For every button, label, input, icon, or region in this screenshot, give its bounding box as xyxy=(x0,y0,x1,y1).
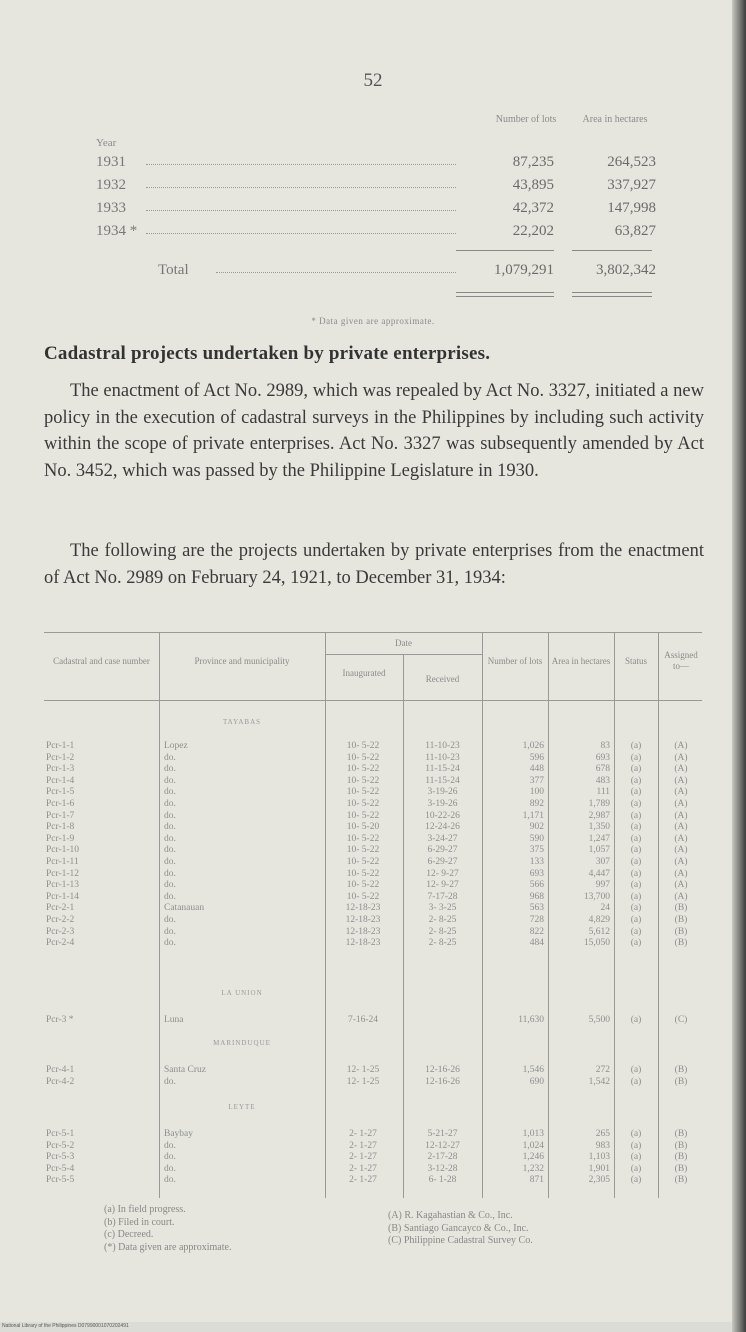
table-row xyxy=(44,822,702,834)
table-cell: 2- 8-25 xyxy=(428,915,457,925)
footnote-status: (b) Filed in court. xyxy=(104,1216,175,1228)
paragraph-1: The enactment of Act No. 2989, which was repealed by Act No. 3327, initiated a new policy in the execution of cadastral surveys in the Philippines by including such activity within the scope of private enterprises. Act No. 3327 was subsequently amended by Act No. 3452, which was passed by the Philippine Legislature in 1930. xyxy=(44,381,704,481)
table-cell: 3-12-28 xyxy=(427,1163,458,1174)
table-cell: (A) xyxy=(674,810,688,821)
table-row xyxy=(44,880,702,892)
table-cell: 11,630 xyxy=(518,1015,544,1025)
table-cell: 2,987 xyxy=(588,810,610,821)
table-cell: 10- 5-22 xyxy=(346,787,380,798)
table-cell: 10- 5-22 xyxy=(346,868,380,879)
table-cell: Pcr-5-3 xyxy=(46,1152,75,1163)
table-cell: 590 xyxy=(529,833,544,844)
table-cell: Pcr-1-9 xyxy=(46,833,75,844)
table-cell: (a) xyxy=(630,799,642,809)
table-row xyxy=(44,764,702,776)
table-cell: (a) xyxy=(630,915,642,925)
table-cell: Baybay xyxy=(164,1129,194,1139)
table-cell: 484 xyxy=(529,938,544,949)
summary-lots: 42,372 xyxy=(512,200,554,216)
table-row xyxy=(44,903,702,915)
table-cell: 7-17-28 xyxy=(427,891,458,902)
table-top-rule xyxy=(44,632,702,633)
table-cell: 6-29-27 xyxy=(427,845,458,856)
summary-row xyxy=(96,200,656,220)
table-cell: do. xyxy=(164,1163,176,1174)
table-row xyxy=(44,915,702,927)
table-cell: (a) xyxy=(630,752,642,763)
table-cell: do. xyxy=(164,822,176,833)
table-cell: (a) xyxy=(630,775,642,786)
table-cell: 693 xyxy=(529,868,544,879)
section-heading: Cadastral projects undertaken by private enterprises. xyxy=(44,343,491,364)
table-cell: Pcr-2-1 xyxy=(46,903,75,914)
table-cell: 902 xyxy=(529,822,544,833)
header-lots: Number of lots xyxy=(487,656,543,666)
table-cell: 12- 9-27 xyxy=(426,880,459,891)
table-cell: 10-22-26 xyxy=(425,810,460,821)
table-cell: 1,026 xyxy=(522,741,544,751)
section-label: MARINDUQUE xyxy=(213,1039,271,1047)
table-cell: (a) xyxy=(630,810,642,821)
footnote-status: (c) Decreed. xyxy=(104,1229,154,1240)
table-row xyxy=(44,1175,702,1187)
table-cell: 596 xyxy=(529,752,544,763)
leader-dots xyxy=(146,223,456,234)
summary-row xyxy=(96,177,656,197)
table-cell: do. xyxy=(164,1140,176,1151)
table-cell: 2,305 xyxy=(588,1175,610,1186)
table-cell: (B) xyxy=(674,1065,688,1075)
table-cell: 10- 5-22 xyxy=(346,833,380,844)
table-cell: Pcr-2-2 xyxy=(46,915,75,925)
table-cell: (a) xyxy=(630,868,642,879)
table-cell: (A) xyxy=(674,891,688,902)
table-cell: Pcr-2-3 xyxy=(46,926,75,937)
table-cell: (a) xyxy=(630,822,642,833)
projects-table xyxy=(44,632,702,1198)
table-cell: 1,901 xyxy=(588,1163,610,1174)
table-cell: do. xyxy=(164,857,176,867)
table-cell: (a) xyxy=(630,926,642,937)
table-row xyxy=(44,927,702,939)
table-cell: Luna xyxy=(164,1015,184,1025)
double-rule-area xyxy=(572,292,652,293)
table-cell: Pcr-1-5 xyxy=(46,787,75,798)
table-cell: 12- 9-27 xyxy=(426,868,459,879)
table-cell: (a) xyxy=(630,880,642,891)
table-cell: (A) xyxy=(674,741,688,751)
table-cell: 12-16-26 xyxy=(425,1076,460,1087)
table-cell: 871 xyxy=(529,1175,544,1186)
table-cell: do. xyxy=(164,938,176,949)
section-label: LA UNION xyxy=(221,989,263,997)
leader-dots xyxy=(146,177,456,188)
table-row xyxy=(44,799,702,811)
table-cell: 1,057 xyxy=(588,845,610,856)
table-row xyxy=(44,1141,702,1153)
table-cell: 2- 1-27 xyxy=(349,1140,377,1151)
table-row xyxy=(44,845,702,857)
paragraph-2: The following are the projects undertaken by private enterprises from the enactment of Act No. 2989 on February 24, 1921, to December 31, 1934: xyxy=(44,541,704,588)
table-cell: 12-12-27 xyxy=(425,1140,460,1151)
table-cell: 5,500 xyxy=(588,1015,610,1025)
table-cell: 11-15-24 xyxy=(425,775,460,786)
table-cell: do. xyxy=(164,915,176,925)
table-row xyxy=(44,1164,702,1176)
header-inaugurated: Inaugurated xyxy=(342,668,386,678)
table-cell: do. xyxy=(164,891,176,902)
table-cell: 10- 5-20 xyxy=(346,822,380,833)
leader-dots xyxy=(216,262,456,273)
section-label: TAYABAS xyxy=(222,718,262,726)
table-cell: Pcr-1-6 xyxy=(46,799,75,809)
table-cell: 12-18-23 xyxy=(345,903,381,914)
header-case: Cadastral and case number xyxy=(53,656,150,666)
table-cell: (a) xyxy=(630,787,642,798)
table-cell: 5,612 xyxy=(588,926,610,937)
summary-row xyxy=(96,154,656,174)
table-cell: Pcr-4-2 xyxy=(46,1076,75,1087)
table-cell: 307 xyxy=(595,857,610,867)
table-cell: 100 xyxy=(529,787,544,798)
table-cell: Pcr-1-7 xyxy=(46,810,75,821)
table-cell: (A) xyxy=(674,764,688,775)
table-cell: Pcr-1-14 xyxy=(46,891,80,902)
table-cell: 2- 1-27 xyxy=(349,1175,377,1186)
table-cell: (B) xyxy=(674,938,688,949)
table-cell: (A) xyxy=(674,833,688,844)
table-cell: do. xyxy=(164,775,176,786)
table-cell: (B) xyxy=(674,1152,688,1163)
col-year-header: Year xyxy=(96,137,117,149)
table-cell: do. xyxy=(164,764,176,775)
table-cell: Pcr-1-8 xyxy=(46,822,75,833)
table-cell: do. xyxy=(164,752,176,763)
table-cell: (A) xyxy=(674,857,688,867)
table-cell: (a) xyxy=(630,1129,642,1139)
table-cell: Pcr-1-12 xyxy=(46,868,80,879)
table-cell: do. xyxy=(164,810,176,821)
table-cell: (A) xyxy=(674,845,688,856)
total-area: 3,802,342 xyxy=(596,262,656,278)
header-province: Province and municipality xyxy=(194,656,290,666)
summary-footnote: * Data given are approximate. xyxy=(311,316,435,326)
table-cell: 968 xyxy=(529,891,544,902)
table-cell: Pcr-1-4 xyxy=(46,775,75,786)
footnote-status: (a) In field progress. xyxy=(104,1204,186,1215)
table-cell: (A) xyxy=(674,822,688,833)
footnote-company: (A) R. Kagahastian & Co., Inc. xyxy=(388,1210,513,1221)
table-cell: 2- 8-25 xyxy=(428,926,457,937)
table-cell: 822 xyxy=(529,926,544,937)
table-row xyxy=(44,776,702,788)
total-label: Total xyxy=(158,262,189,278)
table-cell: 12-18-23 xyxy=(345,938,381,949)
table-cell: (a) xyxy=(630,857,642,867)
table-row xyxy=(44,811,702,823)
table-cell: 693 xyxy=(595,752,610,763)
table-cell: Pcr-1-1 xyxy=(46,741,75,751)
table-cell: 83 xyxy=(600,741,610,751)
table-row xyxy=(44,1129,702,1141)
table-cell: (a) xyxy=(630,891,642,902)
table-cell: 728 xyxy=(529,915,544,925)
table-cell: 10- 5-22 xyxy=(346,810,380,821)
table-cell: (A) xyxy=(674,880,688,891)
table-row xyxy=(44,834,702,846)
table-cell: 10- 5-22 xyxy=(346,741,380,751)
table-cell: (a) xyxy=(630,1140,642,1151)
table-cell: 563 xyxy=(529,903,544,914)
table-cell: 1,542 xyxy=(588,1076,610,1087)
table-cell: 1,232 xyxy=(522,1163,544,1174)
table-cell: (B) xyxy=(674,903,688,914)
table-cell: do. xyxy=(164,799,176,809)
table-cell: 11-10-23 xyxy=(425,741,460,751)
table-cell: 12-18-23 xyxy=(345,915,381,925)
table-cell: 272 xyxy=(595,1065,610,1075)
table-cell: 10- 5-22 xyxy=(346,880,380,891)
table-cell: 2- 1-27 xyxy=(349,1129,377,1139)
table-cell: (a) xyxy=(630,845,642,856)
table-cell: (a) xyxy=(630,1152,642,1163)
table-cell: (B) xyxy=(674,1140,688,1151)
table-cell: (B) xyxy=(674,1163,688,1174)
table-cell: 12-16-26 xyxy=(425,1065,460,1075)
table-cell: 375 xyxy=(529,845,544,856)
table-cell: 2- 8-25 xyxy=(428,938,457,949)
table-cell: 10- 5-22 xyxy=(346,845,380,856)
table-cell: 4,447 xyxy=(588,868,610,879)
table-cell: (C) xyxy=(674,1015,688,1025)
table-cell: (A) xyxy=(674,752,688,763)
table-cell: 1,789 xyxy=(588,799,610,809)
table-row xyxy=(44,787,702,799)
table-cell: 10- 5-22 xyxy=(346,891,380,902)
table-cell: 3-24-27 xyxy=(427,833,458,844)
table-cell: 4,829 xyxy=(588,915,610,925)
table-cell: 1,103 xyxy=(588,1152,610,1163)
table-cell: Pcr-3 * xyxy=(46,1015,74,1025)
table-cell: do. xyxy=(164,833,176,844)
table-cell: 10- 5-22 xyxy=(346,799,380,809)
section-label: LEYTE xyxy=(228,1103,256,1111)
table-cell: do. xyxy=(164,787,176,798)
table-cell: 111 xyxy=(596,787,610,798)
summary-area: 147,998 xyxy=(607,200,656,216)
table-cell: 6- 1-28 xyxy=(428,1175,457,1186)
table-cell: 15,050 xyxy=(583,938,610,949)
table-cell: 7-16-24 xyxy=(347,1015,379,1025)
table-cell: Catanauan xyxy=(164,903,205,914)
table-cell: (A) xyxy=(674,787,688,798)
total-lots: 1,079,291 xyxy=(494,262,554,278)
double-rule-area-2 xyxy=(572,296,652,297)
footnote-status: (*) Data given are approximate. xyxy=(104,1241,232,1253)
table-cell: Pcr-2-4 xyxy=(46,938,75,949)
table-cell: (A) xyxy=(674,775,688,786)
table-row xyxy=(44,741,702,753)
leader-dots xyxy=(146,200,456,211)
table-cell: (a) xyxy=(630,764,642,775)
table-row xyxy=(44,753,702,765)
table-cell: 997 xyxy=(595,880,610,891)
table-cell: 12- 1-25 xyxy=(346,1076,380,1087)
table-cell: 12-18-23 xyxy=(345,926,381,937)
table-cell: (a) xyxy=(630,938,642,949)
table-cell: Pcr-1-3 xyxy=(46,764,75,775)
table-cell: 10- 5-22 xyxy=(346,857,380,867)
table-cell: do. xyxy=(164,868,176,879)
table-row xyxy=(44,892,702,904)
summary-area: 337,927 xyxy=(607,177,656,193)
summary-area: 264,523 xyxy=(607,154,656,170)
table-cell: 10- 5-22 xyxy=(346,752,380,763)
table-cell: 265 xyxy=(595,1129,610,1139)
table-cell: (A) xyxy=(674,868,688,879)
table-cell: Pcr-1-2 xyxy=(46,752,75,763)
table-cell: Santa Cruz xyxy=(164,1065,206,1075)
table-cell: 13,700 xyxy=(583,891,610,902)
table-row xyxy=(44,1015,702,1027)
table-cell: (a) xyxy=(630,1015,642,1025)
table-cell: 12- 1-25 xyxy=(346,1065,380,1075)
summary-year: 1934 * xyxy=(96,223,138,239)
table-cell: (a) xyxy=(630,833,642,844)
table-cell: do. xyxy=(164,1175,176,1186)
table-cell: (B) xyxy=(674,926,688,937)
table-row xyxy=(44,1152,702,1164)
rule-lots xyxy=(456,250,554,251)
table-cell: do. xyxy=(164,926,176,937)
table-cell: (a) xyxy=(630,1065,642,1075)
table-cell: 892 xyxy=(529,799,544,809)
summary-year: 1933 xyxy=(96,200,126,216)
table-cell: 1,246 xyxy=(522,1152,544,1163)
table-cell: (A) xyxy=(674,799,688,809)
table-cell: 1,247 xyxy=(588,833,610,844)
header-status: Status xyxy=(624,656,647,666)
table-cell: (a) xyxy=(630,1163,642,1174)
table-cell: (B) xyxy=(674,1175,688,1186)
header-received: Received xyxy=(425,674,460,684)
table-row xyxy=(44,869,702,881)
table-cell: 3- 3-25 xyxy=(428,903,457,914)
table-cell: 11-15-24 xyxy=(425,764,460,775)
header-date: Date xyxy=(395,638,412,648)
table-cell: 3-19-26 xyxy=(427,787,458,798)
table-cell: 377 xyxy=(529,775,544,786)
table-cell: 11-10-23 xyxy=(425,752,460,763)
table-cell: 10- 5-22 xyxy=(346,764,380,775)
table-cell: 6-29-27 xyxy=(427,857,458,867)
table-cell: 2- 1-27 xyxy=(349,1152,377,1163)
table-cell: 566 xyxy=(529,880,544,891)
table-cell: 690 xyxy=(529,1076,544,1087)
table-cell: Lopez xyxy=(164,741,188,751)
table-cell: 24 xyxy=(600,903,610,914)
header-area: Area in hectares xyxy=(551,656,611,666)
summary-lots: 87,235 xyxy=(512,154,554,170)
leader-dots xyxy=(146,154,456,165)
table-cell: (a) xyxy=(630,1175,642,1186)
table-row xyxy=(44,938,702,950)
table-cell: Pcr-4-1 xyxy=(46,1065,75,1075)
table-cell: 1,350 xyxy=(588,822,610,833)
table-cell: Pcr-5-5 xyxy=(46,1175,75,1186)
double-rule-lots xyxy=(456,292,554,293)
table-cell: 448 xyxy=(529,764,544,775)
table-cell: do. xyxy=(164,880,176,891)
table-cell: 483 xyxy=(595,775,610,786)
page-number: 52 xyxy=(363,70,383,91)
summary-year: 1932 xyxy=(96,177,126,193)
table-cell: (a) xyxy=(630,741,642,751)
table-cell: Pcr-1-11 xyxy=(46,857,79,867)
table-cell: 983 xyxy=(595,1140,610,1151)
table-cell: 1,546 xyxy=(522,1065,544,1075)
summary-lots: 43,895 xyxy=(512,177,554,193)
table-cell: Pcr-1-10 xyxy=(46,845,80,856)
table-header-rule xyxy=(44,700,702,701)
table-row xyxy=(44,1065,702,1077)
table-cell: (B) xyxy=(674,915,688,925)
table-cell: 1,013 xyxy=(522,1129,544,1139)
summary-lots: 22,202 xyxy=(512,223,554,239)
table-cell: (B) xyxy=(674,1129,688,1139)
table-cell: Pcr-5-4 xyxy=(46,1163,75,1174)
summary-row xyxy=(96,223,656,243)
table-cell: 133 xyxy=(529,857,544,867)
table-cell: do. xyxy=(164,1076,176,1087)
double-rule-lots-2 xyxy=(456,296,554,297)
table-cell: 5-21-27 xyxy=(427,1129,458,1139)
table-cell: Pcr-1-13 xyxy=(46,880,80,891)
rule-area xyxy=(572,250,652,251)
footnote-company: (C) Philippine Cadastral Survey Co. xyxy=(388,1235,533,1246)
page-edge-shadow xyxy=(732,0,746,1332)
table-cell: do. xyxy=(164,845,176,856)
table-cell: Pcr-5-1 xyxy=(46,1129,75,1139)
table-cell: 2-17-28 xyxy=(427,1152,458,1163)
table-cell: 2- 1-27 xyxy=(349,1163,377,1174)
summary-area: 63,827 xyxy=(614,223,656,239)
scan-credit: National Library of the Philippines D07990001070202491 xyxy=(2,1323,129,1329)
table-row xyxy=(44,857,702,869)
table-cell: 1,024 xyxy=(522,1140,544,1151)
table-cell: 10- 5-22 xyxy=(346,775,380,786)
col-lots-header: Number of lots xyxy=(495,114,557,125)
table-row xyxy=(44,1077,702,1089)
table-cell: 1,171 xyxy=(522,810,544,821)
table-cell: 678 xyxy=(595,764,610,775)
table-cell: (a) xyxy=(630,1076,642,1087)
table-cell: 12-24-26 xyxy=(425,822,460,833)
table-cell: do. xyxy=(164,1152,176,1163)
col-area-header: Area in hectares xyxy=(582,114,648,125)
table-cell: (B) xyxy=(674,1076,688,1087)
table-cell: (a) xyxy=(630,903,642,914)
table-cell: Pcr-5-2 xyxy=(46,1140,75,1151)
summary-year: 1931 xyxy=(96,154,126,170)
footnote-company: (B) Santiago Gancayco & Co., Inc. xyxy=(388,1222,529,1234)
header-assigned: Assigned to— xyxy=(664,650,698,671)
table-cell: 3-19-26 xyxy=(427,799,458,809)
